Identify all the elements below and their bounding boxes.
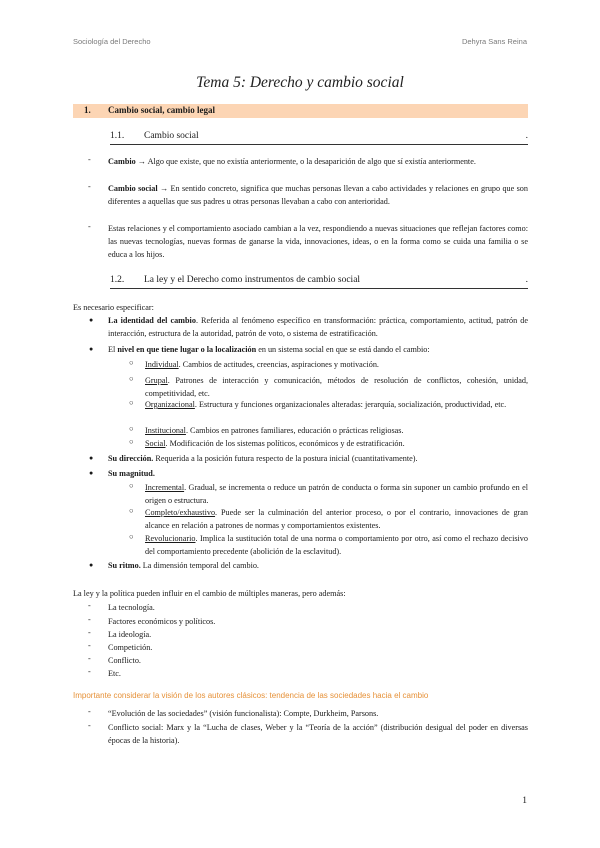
dash-marker: - (88, 601, 91, 610)
bullet-direccion (108, 452, 528, 465)
bullet-marker: ● (89, 316, 94, 324)
subsection-dot: . (525, 131, 528, 141)
factor-item: Competición. (108, 643, 153, 652)
bullet-ritmo (108, 559, 528, 572)
circle-marker: ○ (129, 437, 134, 446)
bullet-nivel (108, 343, 528, 356)
bullet-text: Requerida a la posición futura respecto de la postura inicial (cuantitativamente). (153, 454, 418, 463)
level-text: . Cambios en patrones familiares, educación o prácticas religiosas. (185, 426, 404, 435)
magnitude-text: . Puede ser la culminación del anterior proceso, o por el contrario, innovaciones de gran alcance en relación a patrones de normas y comportamientos existentes. (145, 508, 528, 531)
header-right: Dehyra Sans Reina (461, 37, 527, 46)
definition-text: Estas relaciones y el comportamiento asociado cambian a la vez, respondiendo a nuevas situaciones que reflejan factores como: las nuevas tecnologías, nuevas formas de ganarse la vida, innovaciones, ideas, o en la forma como se cuida una familia o se educa a los hijos. (108, 224, 528, 260)
level-text: . Estructura y funciones organizacionales alteradas: jerarquía, socialización, productividad, etc. (194, 400, 507, 409)
factor-item: La tecnología. (108, 603, 155, 612)
dash-marker: - (88, 222, 91, 231)
subsection-title: La ley y el Derecho como instrumentos de cambio social (144, 275, 361, 285)
definition-relaciones (108, 222, 528, 262)
dash-marker: - (88, 628, 91, 637)
circle-marker: ○ (129, 424, 134, 433)
dash-marker: - (88, 641, 91, 650)
magnitude-text: . Implica la sustitución total de una norma o comportamiento por otro, así como el rechazo decisivo del comportamiento precedente (abolición de la esclavitud). (145, 534, 528, 557)
bullet-term: Su magnitud. (108, 469, 155, 478)
subsection-title: Cambio social (144, 131, 199, 141)
level-organizacional (145, 398, 528, 411)
classic-item: “Evolución de las sociedades” (visión funcionalista): Compte, Durkheim, Parsons. (108, 709, 379, 718)
definition-term: Cambio → (108, 157, 146, 166)
definition-text: Algo que existe, que no existía anteriormente, o la desaparición de algo que sí existía anteriormente. (145, 157, 476, 166)
circle-marker: ○ (129, 398, 134, 407)
magnitude-term: Revolucionario (145, 534, 196, 543)
definition-term: Cambio social → (108, 184, 169, 193)
dash-marker: - (88, 615, 91, 624)
level-term: Organizacional (145, 400, 195, 409)
bullet-marker: ● (89, 469, 94, 477)
bullet-identidad (108, 314, 528, 340)
level-term: Individual (145, 360, 179, 369)
factor-item: Conflicto. (108, 656, 141, 665)
subsection-heading-2 (110, 275, 528, 289)
circle-marker: ○ (129, 532, 134, 541)
definition-cambio (108, 155, 528, 168)
page-number: 1 (522, 796, 527, 806)
definition-cambio-social (108, 182, 528, 208)
level-term: Institucional (145, 426, 186, 435)
bullet-marker: ● (89, 561, 94, 569)
magnitude-incremental (145, 481, 528, 507)
bullet-text: La dimensión temporal del cambio. (140, 561, 259, 570)
bullet-prefix: El (108, 345, 118, 354)
section-heading (73, 104, 528, 118)
factor-item: Factores económicos y políticos. (108, 617, 216, 626)
level-text: . Patrones de interacción y comunicación, métodos de resolución de conflictos, cohesión, unidad, competitividad, etc. (145, 376, 528, 399)
factor-item: Etc. (108, 669, 121, 678)
bullet-term: Su ritmo. (108, 561, 141, 570)
classic-item: Conflicto social: Marx y la “Lucha de clases, Weber y la “Teoría de la acción” (distribución desigual del poder en diversas épocas de la historia). (108, 723, 528, 746)
level-term: Social (145, 439, 166, 448)
dash-marker: - (88, 155, 91, 164)
magnitude-term: Incremental (145, 483, 185, 492)
bullet-marker: ● (89, 454, 94, 462)
circle-marker: ○ (129, 358, 134, 367)
section-number: 1. (84, 105, 91, 115)
circle-marker: ○ (129, 374, 134, 383)
bullet-text: en un sistema social en que se está dando el cambio: (256, 345, 430, 354)
section-title: Cambio social, cambio legal (108, 105, 215, 115)
magnitude-completo (145, 506, 528, 532)
subsection-number: 1.1. (110, 131, 125, 141)
page-title: Tema 5: Derecho y cambio social (196, 74, 404, 91)
level-grupal (145, 374, 528, 400)
factor-item: La ideología. (108, 630, 152, 639)
bullet-term: nivel en que tiene lugar o la localización (117, 345, 257, 354)
dash-marker: - (88, 182, 91, 191)
level-institucional (145, 424, 528, 437)
magnitude-term: Completo/exhaustivo (145, 508, 216, 517)
level-term: Grupal (145, 376, 168, 385)
magnitude-text: . Gradual, se incrementa o reduce un patrón de conducta o forma sin suponer un cambio profundo en el origen o estructura. (145, 483, 528, 506)
dash-marker: - (88, 707, 91, 716)
circle-marker: ○ (129, 506, 134, 515)
subsection-dot: . (525, 275, 528, 285)
definition-text: En sentido concreto, significa que muchas personas llevan a cabo actividades y relaciones en grupo que son diferentes a aquellas que sus padres u otras personas llevaban a cabo con anterioridad. (108, 184, 528, 207)
level-text: . Modificación de los sistemas políticos, económicos y de estratificación. (165, 439, 405, 448)
magnitude-revolucionario (145, 532, 528, 558)
highlight-note: Importante considerar la visión de los autores clásicos: tendencia de las sociedades hacia el cambio (73, 691, 429, 700)
bullet-marker: ● (89, 345, 94, 353)
level-social (145, 437, 528, 450)
subsection-heading-1 (110, 131, 528, 145)
dash-marker: - (88, 667, 91, 676)
level-individual (145, 358, 528, 371)
bullet-text: . Referida al fenómeno específico en transformación: práctica, comportamiento, actitud, patrón de interacción, estructura de la autoridad, patrón de voto, o sistema de estratificación. (108, 316, 528, 339)
law-intro-text: La ley y la política pueden influir en el cambio de múltiples maneras, pero además: (73, 589, 346, 598)
dash-marker: - (88, 654, 91, 663)
dash-marker: - (88, 721, 91, 730)
header-left: Sociología del Derecho (73, 37, 151, 46)
circle-marker: ○ (129, 481, 134, 490)
bullet-magnitud (108, 467, 528, 480)
subsection-number: 1.2. (110, 275, 125, 285)
bullet-term: La identidad del cambio (108, 316, 196, 325)
intro-text: Es necesario especificar: (73, 303, 154, 312)
bullet-term: Su dirección. (108, 454, 154, 463)
level-text: . Cambios de actitudes, creencias, aspiraciones y motivación. (178, 360, 379, 369)
